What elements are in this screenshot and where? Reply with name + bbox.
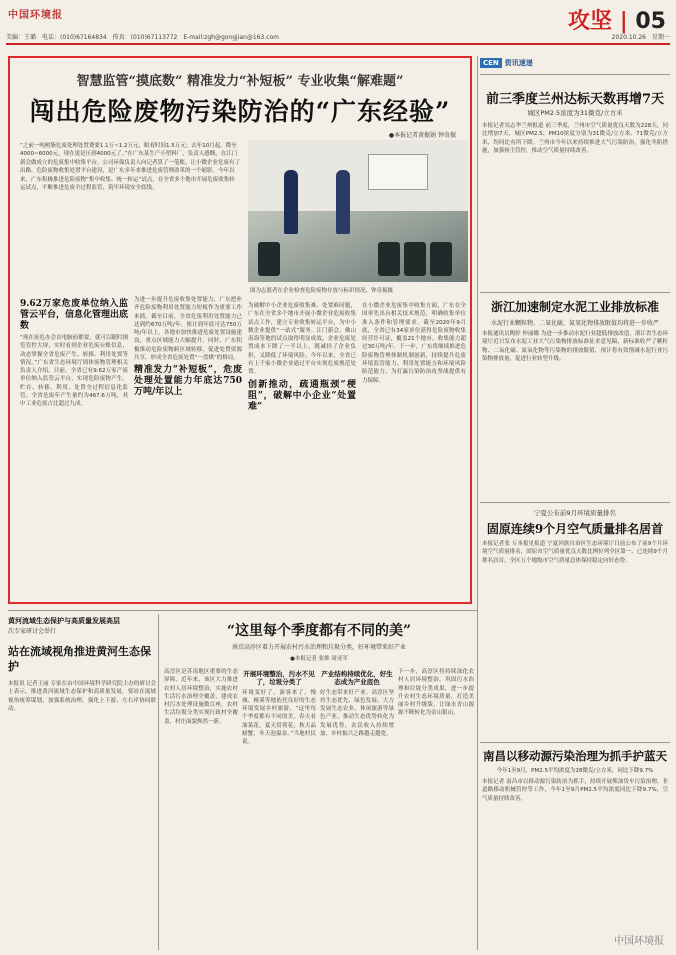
photo-person	[284, 170, 298, 234]
feature-byline: ●本报记者黄振娟 钟奇振	[388, 132, 456, 139]
section-divider: |	[619, 8, 628, 34]
section-title	[568, 4, 666, 35]
feature-article[interactable]	[8, 56, 472, 604]
bottom-feature-column-1	[164, 668, 238, 948]
column-divider	[158, 614, 159, 950]
feature-column-3-text: 为破解中小企业危废收集难、处置难问题，广东在全省多个地市开展小微企业危废收集试点工作，建立专业收集转运平台，为中小微企业提供“一站式”服务。江门新会、佛山南海等地的试点取得明显成效，企业危废处置成本下降了一半以上，既减轻了企业负担，又降低了环境风险。今年以来，全省已有上千家小微企业通过平台实现危废规范处置。	[248, 303, 356, 376]
section-name: 攻坚	[568, 8, 613, 34]
bottom-feature-mini-head-2: 产业结构持续优化，好生态成为产业底色	[321, 670, 393, 687]
feature-column-2	[134, 296, 242, 596]
brief-3-body: 本报记者张 万本报见报道 宁夏回族自治区生态环境厅日前公布了前9个月环境空气质量排名，固原市空气质量优良天数比例位列全区第一，已连续9个月排名居首。全区五个地级市空气质量总体保持稳定向好态势。	[482, 541, 668, 564]
bottom-feature-column-2	[242, 668, 316, 948]
bottom-feature-column-4	[398, 668, 474, 948]
watermark: 中国环境报	[614, 936, 664, 947]
bottom-feature-headline[interactable]: “这里每个季度都有不同的美”	[226, 623, 412, 639]
brief-1-body: 本报记者吴志华兰州报道 前三季度，兰州市空气质量优良天数为228天，同比增加7天，城区PM2.5、PM10浓度分别为31微克/立方米、71微克/立方米，均同比有所下降。兰州市今年以来持续推进大气污染防治，强化冬防措施，加强扬尘管控，推动空气质量持续改善。	[482, 123, 668, 154]
page-number: 05	[635, 9, 666, 34]
photo-drum	[430, 242, 452, 276]
photo-wall	[248, 140, 468, 211]
brief-3-headline[interactable]: 固原连续9个月空气质量排名居首	[486, 522, 664, 536]
feature-column-1-text: “现在废危办会首电脑前都要，就可以随时浏览管控大屏，实时看到企业危废台账信息，动态掌握全省危废产生、转移、利用处置等情况。”广东省生态环境厅固体废物管理相关负责人介绍。目前，全省已有9.62万家产废单位纳入监管云平台，实现危险废物产生、贮存、转移、利用、处置全过程信息化监管。全省危废年产生量约为467.6万吨，其中工业危废占比超过九成。	[20, 335, 128, 408]
feature-kicker: 智慧监管“摸底数” 精准发力“补短板” 专业收集“解难题”	[76, 74, 404, 89]
divider	[480, 742, 670, 743]
bottom-feature-mini-head-1: 开展环境整治，污水不见了，垃圾分类了	[243, 670, 315, 687]
photo-person	[336, 170, 350, 234]
feature-headline: 闯出危险废物污染防治的“广东经验”	[29, 97, 451, 126]
newspaper-logo: 中国环境报	[8, 10, 63, 21]
brief-2-body: 本报通讯员陶婷 仲丽娜 为进一步推动水泥行业超低排放改造，浙江省生态环境厅近日发布水泥工业大气污染物排放标准征求意见稿，新标准收严了颗粒物、二氧化硫、氮氧化物等污染物的排放限值，预计将有效削减水泥行业污染物排放量，促进行业转型升级。	[482, 331, 668, 362]
brief-tag	[480, 58, 533, 68]
brief-2-subhead: 水泥行业颗粒物、二氧化硫、氮氧化物排放限值均将进一步收严	[490, 320, 659, 327]
brief-4-body: 本报记者 南昌市以移动源污染防治为抓手，持续开展柴油货车污染治理、非道路移动机械管控等工作，今年1至9月PM2.5平均浓度同比下降9.7%，空气质量持续改善。	[482, 779, 668, 802]
photo-caption: 图为志愿者在企业检查危险废物存放与标识情况。钟奇振摄	[250, 288, 394, 294]
photo-sign-panel	[368, 154, 428, 190]
left-article-kicker: 黄河流域生态保护与高质量发展高层	[8, 617, 120, 625]
brief-4-headline[interactable]: 南昌以移动源污染治理为抓手护蓝天	[483, 749, 667, 763]
feature-column-2-text: 为进一步提升危废收集处置能力，广东把补齐危险废物利用处置能力短板作为重要工作来抓。截至目前，全省危废利用处置能力已达到约670万吨/年，预计到年底可达750万吨/年以上。各地市加快推进危废处置设施建设，重点区域能力大幅提升。同时，广东积极推动危险废物跨区域转移，促进处置资源共享，形成全省危废处置“一盘棋”的格局。	[134, 297, 242, 362]
divider	[480, 502, 670, 503]
brief-tag-cn: 资讯速递	[504, 59, 533, 67]
photo-drum	[378, 242, 400, 276]
feature-photo	[248, 140, 468, 282]
feature-subhead-1: 9.62万家危废单位纳入监管云平台，信息化管理出底数	[20, 299, 128, 331]
masthead	[6, 4, 670, 42]
bottom-feature-subhead: 南京高淳区着力开展农村污水治理和垃圾分类，好环境带来好产业	[231, 644, 406, 651]
left-article-kicker-2: 次专家研讨会举行	[8, 628, 57, 635]
divider	[8, 610, 478, 611]
bottom-feature-column-3	[320, 668, 394, 948]
divider	[480, 74, 670, 75]
brief-3-kicker: 宁夏公布前9月环境质量排名	[533, 509, 617, 517]
feature-column-3	[248, 302, 356, 596]
photo-drum	[404, 242, 426, 276]
photo-drum	[258, 242, 280, 276]
editor-info: 美编：王璐 电话：(010)67164834 传真：(010)67113772 E-mail:zgh@gongjian@163.com	[6, 34, 280, 41]
bottom-feature-column-1-text: 高淳区是苏南地区重要的生态屏障，近年来，该区大力推进农村人居环境整治，实施农村生活污水治理全覆盖，建成农村污水处理设施数百座，农村生活垃圾分类实现行政村全覆盖，村庄面貌焕然一新。	[164, 669, 238, 725]
bottom-feature-byline: ●本报记者 张维 周亚军	[290, 656, 348, 662]
feature-column-4-text: 在小微企业危废集中收集方面，广东在全国率先出台相关技术规范，明确收集单位准入条件和管理要求。截至2020年9月底，全省已有34家单位获得危险废物收集经营许可证，覆盖21个地市，收集能力超过30万吨/年。下一步，广东将继续推进危险废物管理体制机制创新，持续提升危废环境监管能力、利用处置能力和环境风险防范能力，为打赢污染防治攻坚战提供有力保障。	[362, 303, 466, 384]
feature-column-4	[362, 302, 466, 596]
feature-subhead-2: 精准发力“补短板”，危废处理处置能力年底达750万吨/年以上	[134, 365, 242, 398]
bottom-feature-column-4-text: 下一步，高淳区将持续深化农村人居环境整治，巩固污水治理和垃圾分类成果，进一步提升农村生态环境质量，打造美丽乡村升级版，让绿水青山源源不断转化为金山银山。	[398, 669, 474, 717]
column-divider	[477, 56, 478, 950]
feature-subhead-3: 创新推动，疏通瓶颈“梗阻”，破解中小企业“处置难”	[248, 379, 356, 412]
left-article-headline[interactable]: 站在流域视角推进黄河生态保护	[8, 645, 151, 673]
issue-date: 2020.10.26 星期一	[611, 34, 670, 41]
brief-1-subhead: 城区PM2.5浓度为31微克/立方米	[527, 109, 623, 117]
feature-column-1	[20, 296, 128, 596]
brief-4-subhead: 今年1至9月，PM2.5平均浓度为28微克/立方米，同比下降9.7%	[496, 768, 654, 774]
feature-lead: “之前一吨树脂危废处理处置费要1.1万~1.2万元，眼看时间1.5万元；去年10月起，降至4000~6000元，现在更是压到4000元了。”在广东某生产小塑料厂，负责人感慨，在江门新会做成立的危废集中收集平台，公司环保负责人向记者算了一笔账。让小微企业危废有了出路，危险废物收集处置平台建设，是广东多年来推进危废管理改革的一个缩影。今年以来，广东积极推进危险废物“集中收集、统一转运”试点，在全省多个地市开展危废收集转运试点，不断推进危废全过程监管，筑牢环境安全底线。	[20, 143, 241, 192]
bottom-feature-column-2-text: 环境变好了，游客来了。慢城、桠溪等地依托良好的生态环境发展乡村旅游，“这里每个季度都有不同的美，春天看油菜花，夏天赏荷花，秋天品螃蟹，冬天泡温泉。”当地村民说。	[242, 689, 316, 746]
divider	[480, 292, 670, 293]
bottom-feature-column-3-text: 好生态带来好产业。高淳区坚持生态优先、绿色发展，大力发展生态农业、休闲旅游等绿色产业，推动生态优势转化为发展优势，农民收入持续增加，乡村振兴之路越走越宽。	[320, 689, 394, 738]
brief-1-headline[interactable]: 前三季度兰州达标天数再增7天	[485, 92, 665, 107]
brief-tag-en: CEN	[480, 58, 502, 68]
brief-2-headline[interactable]: 浙江加速制定水泥工业排放标准	[490, 300, 659, 314]
left-article-body: 本报讯 记者王丽 专家在由中国环境科学研究院主办的研讨会上表示，推进黄河流域生态保护和高质量发展，要站在流域视角统筹谋划，加强系统治理，强化上下游、左右岸协同联动。	[8, 681, 156, 712]
meta-line	[6, 32, 670, 45]
